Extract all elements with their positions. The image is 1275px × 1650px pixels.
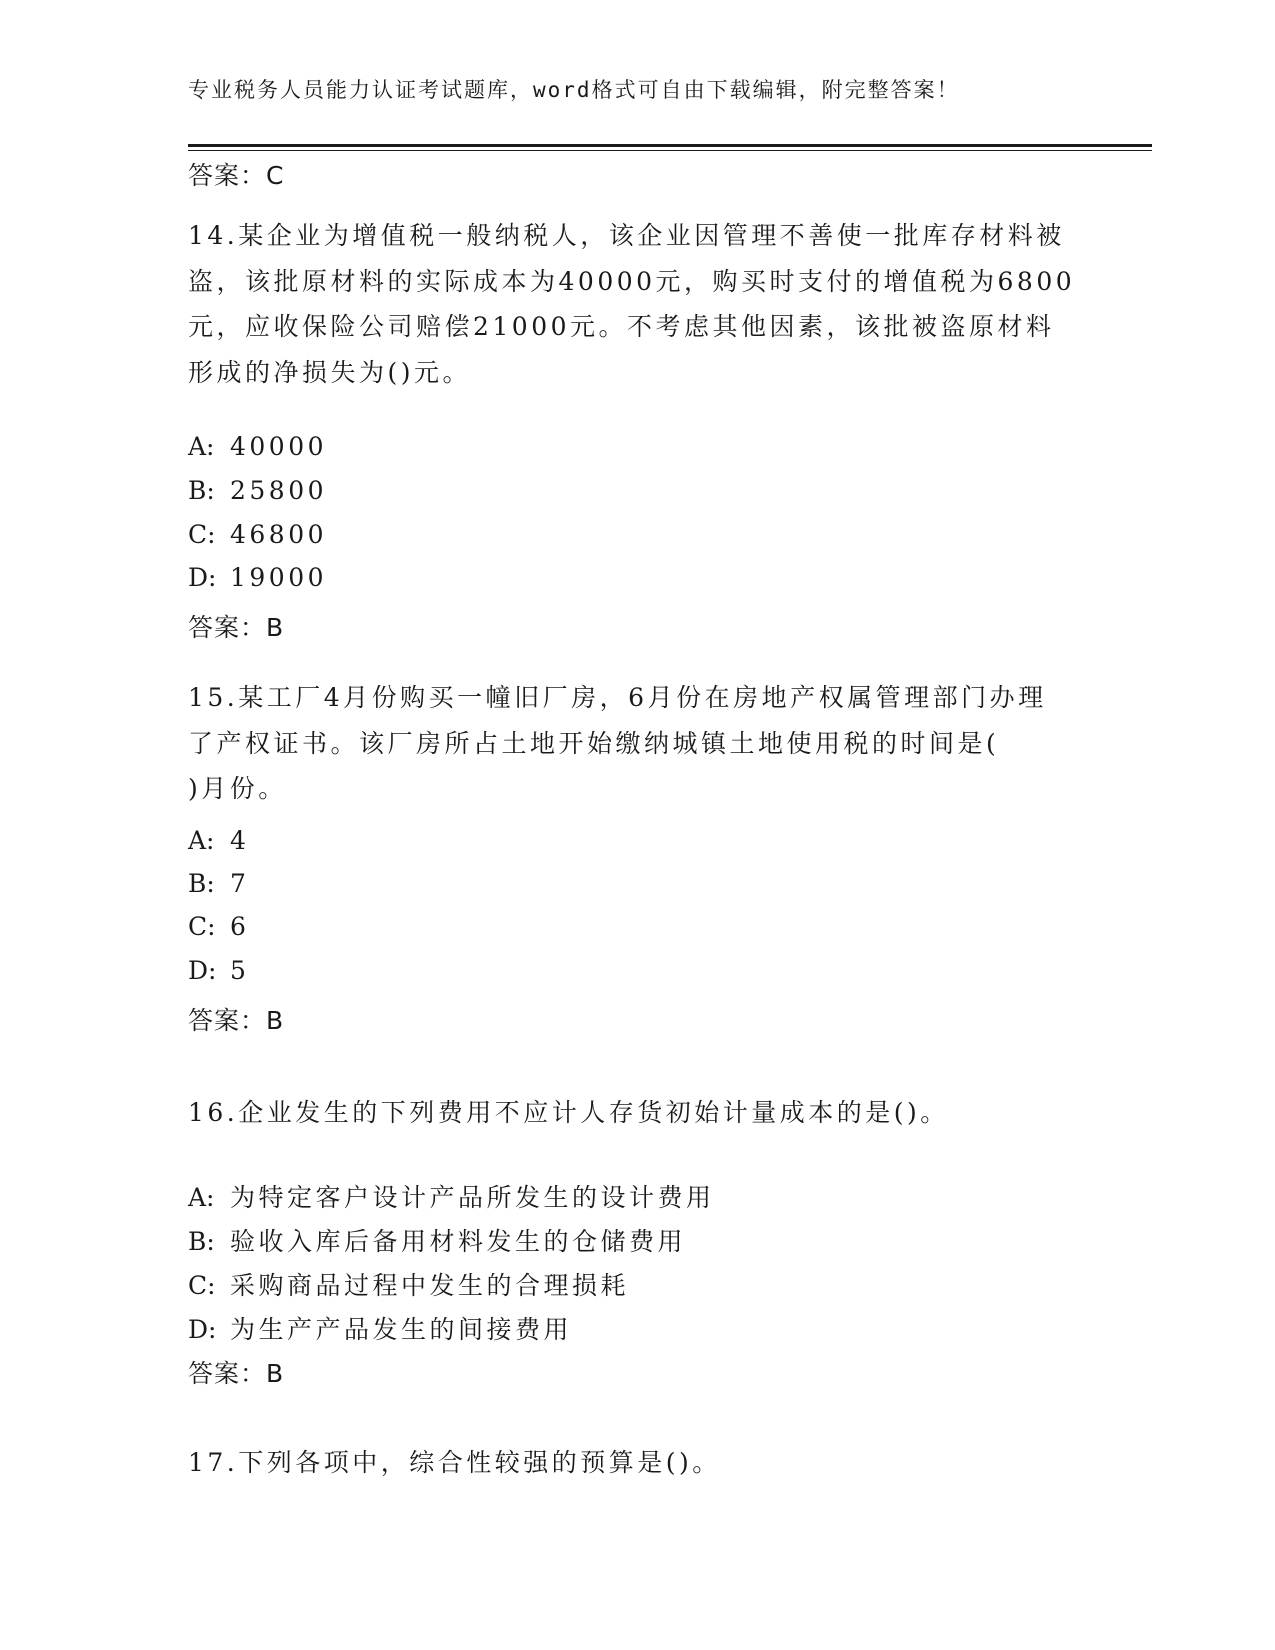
option-text: 40000 <box>230 432 328 461</box>
question-15-option-b <box>188 869 249 898</box>
option-label: C: <box>188 520 216 549</box>
header-rule-thin <box>188 150 1152 151</box>
question-14-option-d <box>188 563 327 592</box>
question-14-line-3: 元，应收保险公司赔偿21000元。不考虑其他因素，该批被盗原材料 <box>188 312 1055 341</box>
option-text: 19000 <box>230 563 328 592</box>
answer-previous: 答案：C <box>188 161 285 190</box>
option-label: C: <box>188 912 216 941</box>
question-14-line-1: 14.某企业为增值税一般纳税人，该企业因管理不善使一批库存材料被 <box>188 221 1065 250</box>
option-text: 为生产产品发生的间接费用 <box>230 1315 573 1344</box>
question-16-option-c <box>188 1266 629 1302</box>
option-label: B: <box>188 1227 215 1256</box>
option-label: D: <box>188 563 217 592</box>
question-15-line-3: )月份。 <box>188 774 287 803</box>
question-15-answer: 答案：B <box>188 1006 285 1035</box>
option-label: D: <box>188 1315 217 1344</box>
question-15-option-c <box>188 912 249 941</box>
question-14-answer: 答案：B <box>188 613 285 642</box>
question-14-line-4: 形成的净损失为()元。 <box>188 357 472 387</box>
question-15-option-a <box>188 826 249 855</box>
question-15-line-1: 15.某工厂4月份购买一幢旧厂房，6月份在房地产权属管理部门办理 <box>188 683 1047 712</box>
question-16-line-1: 16.企业发生的下列费用不应计人存货初始计量成本的是()。 <box>188 1098 949 1127</box>
page-header: 专业税务人员能力认证考试题库，word格式可自由下载编辑，附完整答案！ <box>188 78 960 102</box>
option-text: 5 <box>230 956 250 985</box>
option-label: A: <box>188 432 215 461</box>
option-text: 25800 <box>230 476 328 505</box>
option-text: 验收入库后备用材料发生的仓储费用 <box>230 1227 687 1256</box>
question-17 <box>188 1440 1088 1486</box>
option-text: 采购商品过程中发生的合理损耗 <box>230 1271 630 1300</box>
option-text: 为特定客户设计产品所发生的设计费用 <box>230 1183 715 1212</box>
option-text: 4 <box>230 826 250 855</box>
option-label: C: <box>188 1271 216 1300</box>
question-15-line-2: 了产权证书。该厂房所占土地开始缴纳城镇土地使用税的时间是( <box>188 728 1000 758</box>
question-16-option-b <box>188 1222 686 1258</box>
question-16-answer: 答案：B <box>188 1359 285 1388</box>
option-label: D: <box>188 956 217 985</box>
option-text: 46800 <box>230 520 328 549</box>
question-14-option-b <box>188 476 327 505</box>
question-14-line-2: 盗，该批原材料的实际成本为40000元，购买时支付的增值税为6800 <box>188 266 1076 296</box>
option-text: 6 <box>230 912 250 941</box>
question-16-option-a <box>188 1178 715 1214</box>
option-label: A: <box>188 826 215 855</box>
question-15 <box>188 675 1088 812</box>
option-label: B: <box>188 476 215 505</box>
question-15-option-d <box>188 956 249 985</box>
question-14 <box>188 213 1088 395</box>
option-label: B: <box>188 869 215 898</box>
header-rule-thick <box>188 144 1152 147</box>
question-16 <box>188 1090 1088 1136</box>
question-14-option-c <box>188 520 327 549</box>
question-14-option-a <box>188 432 327 461</box>
option-label: A: <box>188 1183 215 1212</box>
question-17-line-1: 17.下列各项中，综合性较强的预算是()。 <box>188 1448 721 1477</box>
option-text: 7 <box>230 869 250 898</box>
question-16-option-d <box>188 1310 572 1346</box>
